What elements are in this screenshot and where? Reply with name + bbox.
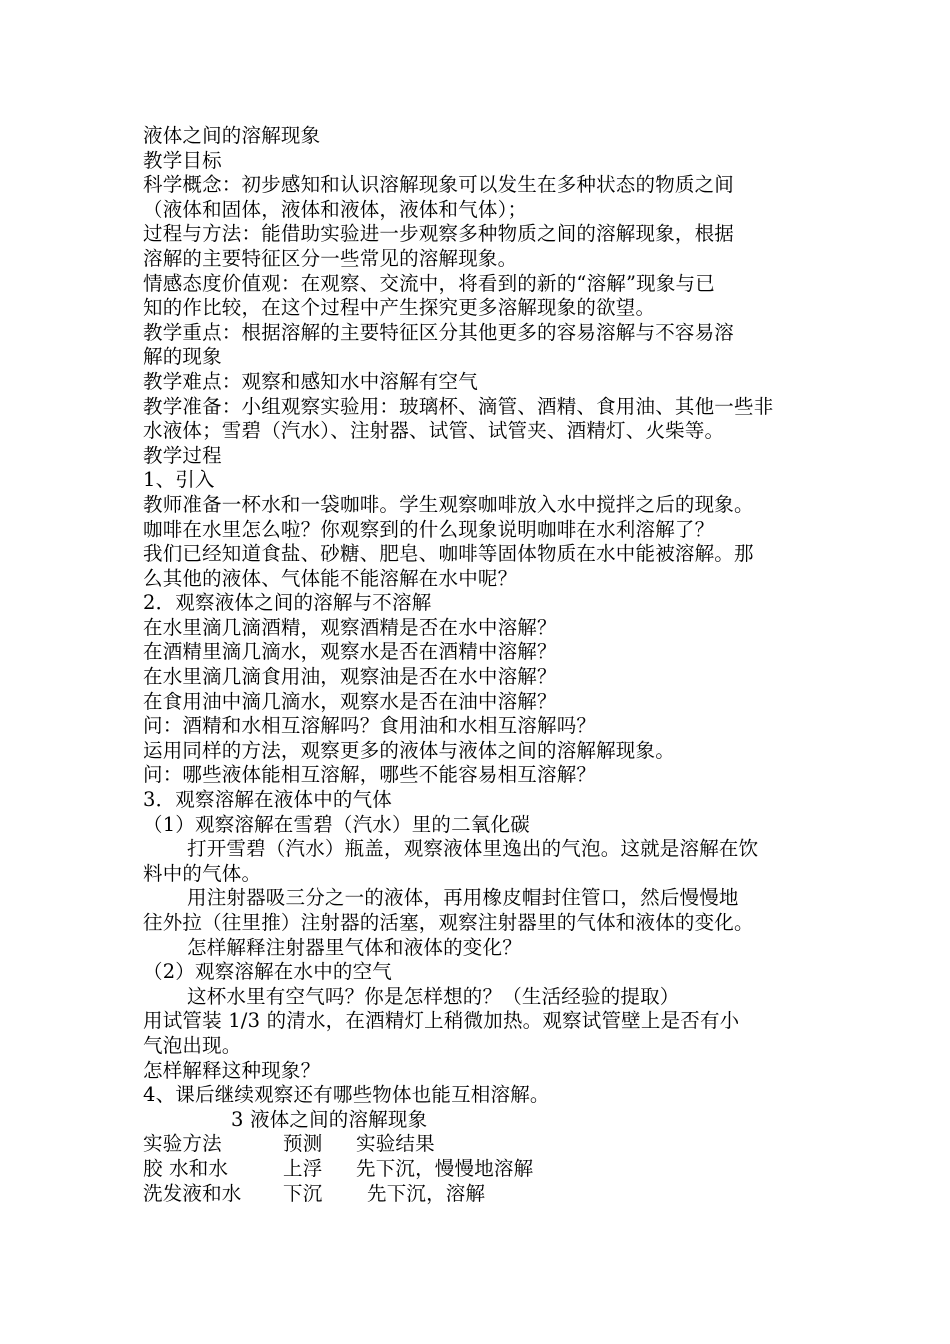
text-line: 用注射器吸三分之一的液体，再用橡皮帽封住管口，然后慢慢地 bbox=[187, 886, 739, 910]
text-line: 在酒精里滴几滴水，观察水是否在酒精中溶解？ bbox=[143, 640, 557, 664]
text-line: 情感态度价值观：在观察、交流中，将看到的新的“溶解”现象与已 bbox=[143, 271, 715, 295]
text-line: 问：酒精和水相互溶解吗？食用油和水相互溶解吗？ bbox=[143, 714, 597, 738]
text-line: 么其他的液体、气体能不能溶解在水中呢？ bbox=[143, 566, 518, 590]
text-line: 知的作比较，在这个过程中产生探究更多溶解现象的欲望。 bbox=[143, 296, 656, 320]
text-line: 过程与方法：能借助实验进一步观察多种物质之间的溶解现象，根据 bbox=[143, 222, 735, 246]
text-line: 运用同样的方法，观察更多的液体与液体之间的溶解解现象。 bbox=[143, 738, 675, 762]
doc-title: 液体之间的溶解现象 bbox=[143, 124, 321, 147]
table-cell: 胶 水和水 bbox=[143, 1156, 229, 1180]
text-line: 溶解的主要特征区分一些常见的溶解现象。 bbox=[143, 246, 518, 270]
text-line: （1）观察溶解在雪碧（汽水）里的二氧化碳 bbox=[143, 812, 530, 836]
table-cell: 上浮 bbox=[283, 1156, 323, 1180]
text-line: 料中的气体。 bbox=[143, 861, 262, 885]
text-line: 打开雪碧（汽水）瓶盖，观察液体里逸出的气泡。这就是溶解在饮 bbox=[187, 837, 759, 861]
text-line: 解的现象 bbox=[143, 345, 222, 369]
text-line: 1、引入 bbox=[143, 468, 215, 492]
text-line: 在水里滴几滴食用油，观察油是否在水中溶解？ bbox=[143, 665, 557, 689]
table-title: 3 液体之间的溶解现象 bbox=[231, 1107, 428, 1131]
section-heading: 教学过程 bbox=[143, 443, 222, 467]
text-line: （液体和固体，液体和液体，液体和气体）； bbox=[143, 197, 528, 221]
text-line: 2．观察液体之间的溶解与不溶解 bbox=[143, 591, 432, 615]
table-row bbox=[143, 1182, 833, 1207]
table-header-row bbox=[143, 1132, 833, 1157]
table-header-cell: 预测 bbox=[283, 1132, 323, 1156]
text-line: 3．观察溶解在液体中的气体 bbox=[143, 788, 393, 812]
section-heading: 教学目标 bbox=[143, 148, 222, 172]
table-cell: 先下沉，慢慢地溶解 bbox=[356, 1156, 534, 1180]
table-header-cell: 实验方法 bbox=[143, 1132, 222, 1156]
text-line: 在食用油中滴几滴水，观察水是否在油中溶解？ bbox=[143, 689, 557, 713]
text-line: 这杯水里有空气吗？你是怎样想的？（生活经验的提取） bbox=[187, 984, 680, 1008]
table-cell: 先下沉，溶解 bbox=[367, 1181, 486, 1205]
text-line: 教学难点：观察和感知水中溶解有空气 bbox=[143, 369, 478, 393]
text-line: 科学概念：初步感知和认识溶解现象可以发生在多种状态的物质之间 bbox=[143, 173, 735, 197]
text-line: 在水里滴几滴酒精，观察酒精是否在水中溶解？ bbox=[143, 615, 557, 639]
text-line: 气泡出现。 bbox=[143, 1033, 242, 1057]
table-header-cell: 实验结果 bbox=[356, 1132, 435, 1156]
text-line: 往外拉（往里推）注射器的活塞，观察注射器里的气体和液体的变化。 bbox=[143, 911, 754, 934]
text-line: 教师准备一杯水和一袋咖啡。学生观察咖啡放入水中搅拌之后的现象。 bbox=[143, 492, 754, 516]
table-cell: 下沉 bbox=[283, 1181, 323, 1205]
text-line: 我们已经知道食盐、砂糖、肥皂、咖啡等固体物质在水中能被溶解。那 bbox=[143, 542, 754, 566]
text-line: 问：哪些液体能相互溶解，哪些不能容易相互溶解？ bbox=[143, 763, 597, 787]
table-row bbox=[143, 1157, 833, 1182]
text-line: 教学准备：小组观察实验用：玻璃杯、滴管、酒精、食用油、其他一些非 bbox=[143, 394, 774, 418]
text-line: 教学重点：根据溶解的主要特征区分其他更多的容易溶解与不容易溶 bbox=[143, 320, 735, 344]
text-line: 咖啡在水里怎么啦？你观察到的什么现象说明咖啡在水利溶解了？ bbox=[143, 517, 715, 541]
text-line: 怎样解释注射器里气体和液体的变化？ bbox=[187, 935, 522, 959]
text-line: 用试管装 1/3 的清水，在酒精灯上稍微加热。观察试管壁上是否有小 bbox=[143, 1009, 740, 1033]
text-line: 怎样解释这种现象？ bbox=[143, 1058, 321, 1082]
table-cell: 洗发液和水 bbox=[143, 1181, 242, 1205]
text-line: 水液体；雪碧（汽水）、注射器、试管、试管夹、酒精灯、火柴等。 bbox=[143, 419, 725, 443]
text-line: （2）观察溶解在水中的空气 bbox=[143, 960, 393, 984]
text-line: 4、课后继续观察还有哪些物体也能互相溶解。 bbox=[143, 1083, 550, 1107]
document-page bbox=[143, 124, 833, 1206]
